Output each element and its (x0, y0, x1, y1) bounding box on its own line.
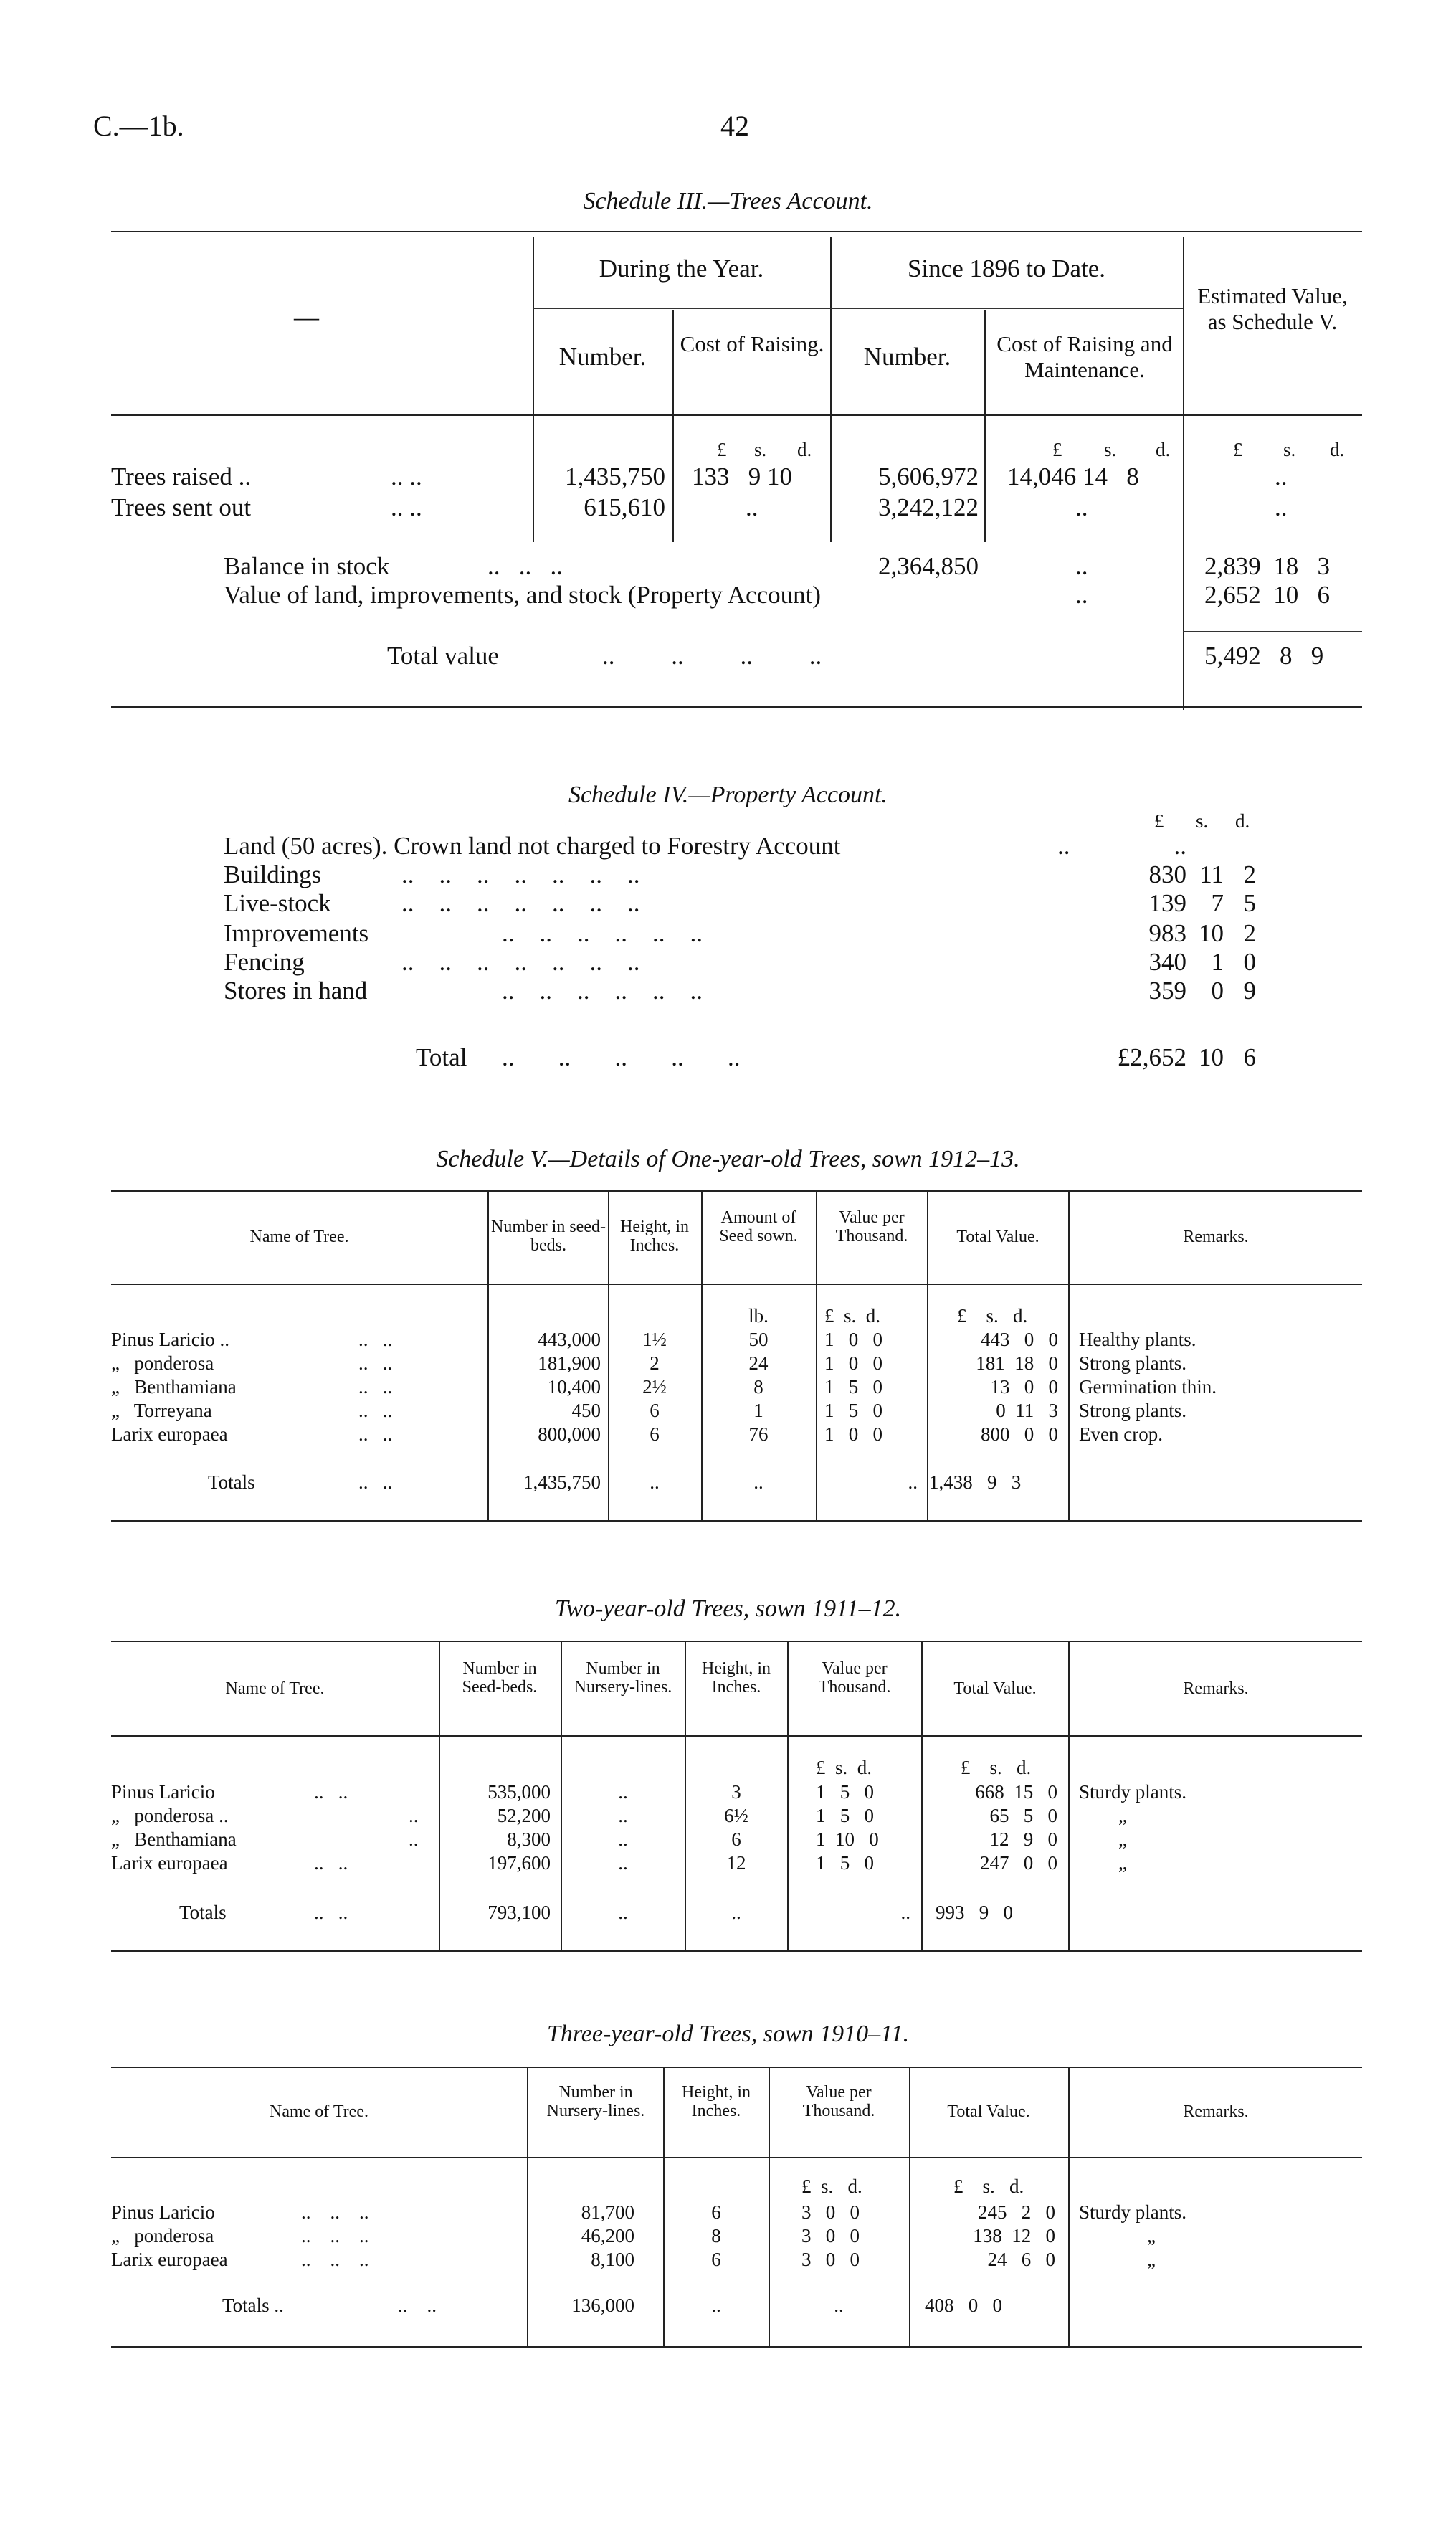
total-value: 0 11 3 (996, 1400, 1058, 1421)
since-1896-head: Since 1896 to Date. (907, 255, 1106, 283)
iv-lsd-pence: d. (1235, 810, 1250, 832)
property-item-shillings: 0 (1211, 977, 1224, 1005)
lsd-pound-3: £ (1233, 439, 1243, 460)
seedbeds-value: 800,000 (538, 1423, 601, 1445)
total-value: 443 0 0 (981, 1329, 1058, 1350)
property-item-dots: .. .. .. .. .. .. .. (401, 948, 640, 976)
nursery-value: .. (618, 1828, 628, 1850)
tree-name: „ Torreyana (111, 1400, 212, 1421)
row-dots: .. .. (314, 1781, 348, 1803)
property-item-label: Improvements (224, 919, 369, 947)
schedule-iii-title: Schedule III.—Trees Account. (583, 188, 873, 214)
v-remarks-head: Remarks. (1183, 1228, 1249, 1246)
tree-name: Larix europaea (111, 2249, 228, 2270)
remarks: Even crop. (1079, 1423, 1163, 1445)
iv-lsd-pound: £ (1154, 810, 1164, 832)
seedbeds-value: 535,000 (487, 1781, 551, 1803)
schedule-iv-title: Schedule IV.—Property Account. (568, 782, 888, 808)
remarks: „ (1118, 1828, 1127, 1850)
property-item-shillings: 7 (1211, 889, 1224, 917)
tree-name: „ Benthamiana (111, 1376, 237, 1398)
two-nursery-head: Number in Nursery-lines. (574, 1659, 672, 1697)
nursery-value: .. (618, 1805, 628, 1826)
row-dots: .. (409, 1828, 419, 1850)
value-per-thousand: 1 5 0 (824, 1376, 882, 1398)
remarks: Strong plants. (1079, 1352, 1187, 1374)
two-year-title: Two-year-old Trees, sown 1911–12. (554, 1595, 902, 1622)
height-value: 6 (650, 1400, 660, 1421)
height-value: 1½ (642, 1329, 667, 1350)
property-item-dots: .. (1057, 832, 1070, 860)
three-height-head: Height, in Inches. (682, 2083, 751, 2120)
remarks: Sturdy plants. (1079, 2201, 1187, 2223)
nursery-value: .. (618, 1852, 628, 1874)
property-item-pence: 0 (1243, 948, 1256, 976)
two-seedbeds-head: Number in Seed-beds. (462, 1659, 538, 1697)
lsd-pence-3: d. (1330, 439, 1345, 460)
height-value: 12 (726, 1852, 746, 1874)
remarks: „ (1147, 2225, 1156, 2247)
remarks: „ (1118, 1852, 1127, 1874)
during-year-head: During the Year. (599, 255, 764, 283)
property-item-label: Stores in hand (224, 977, 368, 1005)
nursery-value: 81,700 (581, 2201, 634, 2223)
property-item-shillings: 10 (1199, 919, 1224, 947)
lsd-pound: £ (717, 439, 727, 460)
row-dots: .. .. (314, 1852, 348, 1874)
property-item-pence: 9 (1243, 977, 1256, 1005)
v-total-unit: £ s. d. (957, 1305, 1028, 1327)
page-number: 42 (720, 110, 749, 142)
cost-raising-head: Cost of Raising. (680, 331, 824, 356)
seedbeds-value: 10,400 (547, 1376, 601, 1398)
value-per-thousand: 1 5 0 (816, 1805, 874, 1826)
tree-name: Pinus Laricio (111, 1781, 215, 1803)
seed-value: 76 (748, 1423, 769, 1445)
property-item-shillings: 1 (1211, 948, 1224, 976)
value-per-thousand: 1 10 0 (816, 1828, 879, 1850)
property-item-label: Land (50 acres). Crown land not charged to Forestry Account (224, 832, 841, 860)
two-value-unit: £ s. d. (816, 1757, 872, 1778)
row-dots: .. (409, 1805, 419, 1826)
v-value-unit: £ s. d. (824, 1305, 881, 1327)
total-value: 245 2 0 (978, 2201, 1055, 2223)
value-per-thousand: 1 5 0 (816, 1852, 874, 1874)
height-value: 6 (650, 1423, 660, 1445)
row-dots: .. .. .. (301, 2201, 369, 2223)
iv-lsd-shilling: s. (1196, 810, 1209, 832)
property-item-pounds: .. (1174, 832, 1186, 860)
property-item-pounds: 830 (1148, 860, 1186, 888)
number-head: Number. (558, 343, 647, 371)
v-seedbeds-head: Number in seed-beds. (491, 1218, 606, 1255)
value-per-thousand: 1 0 0 (824, 1329, 882, 1350)
nursery-value: .. (618, 1781, 628, 1803)
tree-name: „ ponderosa (111, 2225, 214, 2247)
property-item-pounds: 340 (1148, 948, 1186, 976)
seed-value: 1 (753, 1400, 763, 1421)
row-dots: .. .. .. (301, 2249, 369, 2270)
seedbeds-value: 450 (571, 1400, 601, 1421)
schedule-v-title: Schedule V.—Details of One-year-old Trees, sown 1912–13. (436, 1146, 1020, 1172)
property-item-pounds: 139 (1148, 889, 1186, 917)
remarks: „ (1118, 1805, 1127, 1826)
three-value-unit: £ s. d. (801, 2176, 862, 2197)
three-nursery-head: Number in Nursery-lines. (546, 2083, 645, 2120)
estimated-value-head: Estimated Value, as Schedule V. (1197, 283, 1348, 334)
seed-value: 24 (748, 1352, 769, 1374)
seedbeds-value: 197,600 (487, 1852, 551, 1874)
v-height-head: Height, in Inches. (620, 1218, 689, 1255)
row-dots: .. .. (358, 1329, 393, 1350)
property-item-dots: .. .. .. .. .. .. (502, 919, 703, 947)
remarks: „ (1147, 2249, 1156, 2270)
three-total-head: Total Value. (947, 2102, 1030, 2121)
two-height-head: Height, in Inches. (702, 1659, 771, 1697)
three-name-head: Name of Tree. (270, 2102, 368, 2121)
value-per-thousand: 3 0 0 (801, 2201, 860, 2223)
seedbeds-value: 181,900 (538, 1352, 601, 1374)
total-value: 181 18 0 (976, 1352, 1058, 1374)
property-item-label: Fencing (224, 948, 305, 976)
value-per-thousand: 1 5 0 (816, 1781, 874, 1803)
height-value: 6 (711, 2201, 721, 2223)
total-value: 138 12 0 (973, 2225, 1055, 2247)
three-remarks-head: Remarks. (1183, 2102, 1249, 2121)
remarks: Sturdy plants. (1079, 1781, 1187, 1803)
lsd-shilling-2: s. (1104, 439, 1117, 460)
seed-value: 8 (753, 1376, 763, 1398)
lsd-pound-2: £ (1052, 439, 1062, 460)
property-item-dots: .. .. .. .. .. .. .. (401, 889, 640, 917)
row-dots: .. .. (358, 1423, 393, 1445)
remarks: Healthy plants. (1079, 1329, 1196, 1350)
property-item-pounds: 983 (1148, 919, 1186, 947)
v-name-head: Name of Tree. (249, 1228, 349, 1246)
property-item-pounds: 359 (1148, 977, 1186, 1005)
three-year-title: Three-year-old Trees, sown 1910–11. (546, 2021, 910, 2047)
property-item-dots: .. .. .. .. .. .. .. (401, 860, 640, 888)
height-value: 2½ (642, 1376, 667, 1398)
total-value: 24 6 0 (987, 2249, 1055, 2270)
tree-name: Larix europaea (111, 1423, 228, 1445)
height-value: 6½ (724, 1805, 748, 1826)
number2-head: Number. (863, 343, 951, 371)
remarks: Strong plants. (1079, 1400, 1187, 1421)
value-per-thousand: 3 0 0 (801, 2225, 860, 2247)
two-name-head: Name of Tree. (225, 1679, 325, 1698)
remarks: Germination thin. (1079, 1376, 1217, 1398)
value-per-thousand: 1 0 0 (824, 1423, 882, 1445)
lsd-pence-2: d. (1156, 439, 1171, 460)
height-value: 3 (731, 1781, 741, 1803)
v-seed-unit: lb. (748, 1305, 769, 1327)
two-value-head: Value per Thousand. (818, 1659, 891, 1697)
value-per-thousand: 1 5 0 (824, 1400, 882, 1421)
property-item-pence: 2 (1243, 919, 1256, 947)
three-total-unit: £ s. d. (953, 2176, 1024, 2197)
seedbeds-value: 8,300 (507, 1828, 551, 1850)
property-item-shillings: 11 (1199, 860, 1224, 888)
tree-name: „ Benthamiana (111, 1828, 237, 1850)
tree-name: Larix europaea (111, 1852, 228, 1874)
height-value: 2 (650, 1352, 660, 1374)
seedbeds-value: 443,000 (538, 1329, 601, 1350)
nursery-value: 46,200 (581, 2225, 634, 2247)
total-value: 668 15 0 (975, 1781, 1057, 1803)
v-total-head: Total Value. (956, 1228, 1039, 1246)
row-dots: .. .. .. (301, 2225, 369, 2247)
total-value: 800 0 0 (981, 1423, 1058, 1445)
height-value: 8 (711, 2225, 721, 2247)
tree-name: Pinus Laricio .. (111, 1329, 229, 1350)
height-value: 6 (731, 1828, 741, 1850)
row-dots: .. .. (358, 1376, 393, 1398)
seedbeds-value: 52,200 (497, 1805, 551, 1826)
property-item-label: Live-stock (224, 889, 331, 917)
total-value: 12 9 0 (989, 1828, 1057, 1850)
page-ref: C.—1b. (93, 110, 184, 142)
row-dots: .. .. (358, 1352, 393, 1374)
total-value: 13 0 0 (990, 1376, 1058, 1398)
lsd-shilling-3: s. (1283, 439, 1296, 460)
three-value-head: Value per Thousand. (802, 2083, 875, 2120)
value-per-thousand: 1 0 0 (824, 1352, 882, 1374)
value-per-thousand: 3 0 0 (801, 2249, 860, 2270)
property-item-pence: 2 (1243, 860, 1256, 888)
v-seed-head: Amount of Seed sown. (719, 1208, 798, 1246)
lsd-pence: d. (797, 439, 812, 460)
two-remarks-head: Remarks. (1183, 1679, 1249, 1698)
total-value: 65 5 0 (989, 1805, 1057, 1826)
tree-name: „ ponderosa (111, 1352, 214, 1374)
property-item-label: Buildings (224, 860, 322, 888)
total-value: 247 0 0 (980, 1852, 1057, 1874)
tree-name: Pinus Laricio (111, 2201, 215, 2223)
cost-raising-maint-head: Cost of Raising and Maintenance. (996, 331, 1173, 382)
blank-column-head: — (294, 303, 319, 331)
lsd-shilling: s. (754, 439, 767, 460)
v-value-head: Value per Thousand. (835, 1208, 908, 1246)
row-dots: .. .. (358, 1400, 393, 1421)
height-value: 6 (711, 2249, 721, 2270)
nursery-value: 8,100 (591, 2249, 634, 2270)
two-total-head: Total Value. (953, 1679, 1037, 1698)
two-total-unit: £ s. d. (961, 1757, 1032, 1778)
property-item-dots: .. .. .. .. .. .. (502, 977, 703, 1005)
seed-value: 50 (748, 1329, 769, 1350)
tree-name: „ ponderosa .. (111, 1805, 229, 1826)
property-item-pence: 5 (1243, 889, 1256, 917)
